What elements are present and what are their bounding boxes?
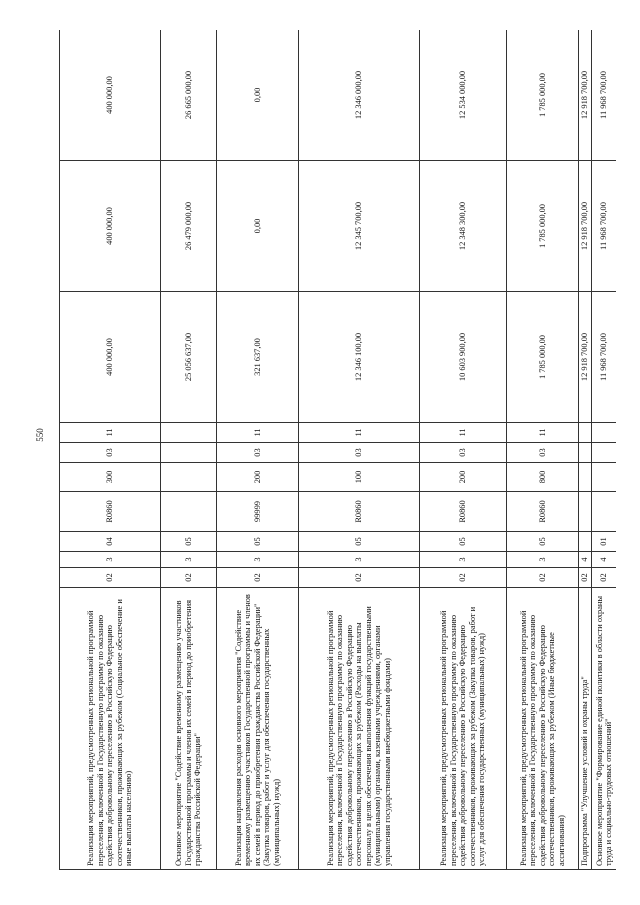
amount-year-2: 12 348 300,00 xyxy=(420,161,507,292)
amount-year-1: 321 637,00 xyxy=(217,292,299,423)
code-direction: R0860 xyxy=(507,492,579,532)
code-subsection xyxy=(161,423,217,443)
amount-year-1: 25 056 637,00 xyxy=(161,292,217,423)
code-gp: 02 xyxy=(60,568,161,588)
table-row xyxy=(217,30,299,870)
code-direction: R0860 xyxy=(60,492,161,532)
code-gp: 02 xyxy=(579,568,592,588)
row-name: Подпрограмма "Улучшение условий и охраны труда" xyxy=(579,588,592,870)
code-subprogram: 3 xyxy=(60,552,161,568)
code-main-activity: 05 xyxy=(507,532,579,552)
code-direction: R0860 xyxy=(420,492,507,532)
code-gp: 02 xyxy=(420,568,507,588)
amount-year-2: 12 345 700,00 xyxy=(299,161,420,292)
amount-year-2: 1 785 000,00 xyxy=(507,161,579,292)
row-name: Основное мероприятие "Формирование единой политики в области охраны труда и социально-трудовых отношений" xyxy=(592,588,617,870)
amount-year-3: 12 918 700,00 xyxy=(579,30,592,161)
code-subsection: 11 xyxy=(60,423,161,443)
code-section xyxy=(579,443,592,463)
code-section: 03 xyxy=(420,443,507,463)
amount-year-3: 1 785 000,00 xyxy=(507,30,579,161)
row-name: Реализация мероприятий, предусмотренных региональной программой переселения, включенной в Государственную программу по оказанию содействия добровольному переселению в Российскую Федерацию соотечественников, проживающих за рубежом (Иные бюджетные ассигнования) xyxy=(507,588,579,870)
code-main-activity: 05 xyxy=(299,532,420,552)
amount-year-2: 12 918 700,00 xyxy=(579,161,592,292)
rotated-page xyxy=(59,30,616,870)
code-expense-type: 800 xyxy=(507,463,579,492)
amount-year-3: 11 968 700,00 xyxy=(592,30,617,161)
amount-year-3: 26 665 000,00 xyxy=(161,30,217,161)
code-expense-type xyxy=(592,463,617,492)
amount-year-1: 400 000,00 xyxy=(60,292,161,423)
code-section: 03 xyxy=(507,443,579,463)
code-main-activity: 05 xyxy=(161,532,217,552)
code-main-activity: 04 xyxy=(60,532,161,552)
code-subsection xyxy=(592,423,617,443)
amount-year-3: 12 346 000,00 xyxy=(299,30,420,161)
code-section: 03 xyxy=(217,443,299,463)
code-subprogram: 4 xyxy=(579,552,592,568)
amount-year-1: 11 968 700,00 xyxy=(592,292,617,423)
row-name: Реализация мероприятий, предусмотренных региональной программой переселения, включенной в Государственную программу по оказанию содействия добровольному переселению в Российскую Федерацию соотечественников, проживающих за рубежом (Закупка товаров, работ и услуг для обеспечения государственных (муниципальных) нужд) xyxy=(420,588,507,870)
code-subprogram: 3 xyxy=(217,552,299,568)
code-subsection xyxy=(579,423,592,443)
row-name: Реализация мероприятий, предусмотренных региональной программой переселения, включенной в Государственную программу по оказанию содействия добровольному переселению в Российскую Федерацию соотечественников, проживающих за рубежом (Расходы на выплаты персоналу в целях обеспечения выполнения функций государственными (муниципальными) органами, казенными учреждениями, органами управления государственными внебюджетными фондами) xyxy=(299,588,420,870)
code-subsection: 11 xyxy=(299,423,420,443)
amount-year-3: 400 000,00 xyxy=(60,30,161,161)
code-direction: 99999 xyxy=(217,492,299,532)
table-row xyxy=(420,30,507,870)
row-name: Реализация мероприятий, предусмотренных региональной программой переселения, включенной в Государственную программу по оказанию содействия добровольному переселению в Российскую Федерацию соотечественников, проживающих за рубежом (Социальное обеспечение и иные выплаты населению) xyxy=(60,588,161,870)
table-row xyxy=(60,30,161,870)
table-row xyxy=(579,30,592,870)
code-section: 03 xyxy=(60,443,161,463)
code-direction xyxy=(579,492,592,532)
code-expense-type xyxy=(161,463,217,492)
amount-year-2: 11 968 700,00 xyxy=(592,161,617,292)
code-expense-type: 100 xyxy=(299,463,420,492)
code-gp: 02 xyxy=(299,568,420,588)
code-section: 03 xyxy=(299,443,420,463)
amount-year-3: 12 534 000,00 xyxy=(420,30,507,161)
code-section xyxy=(592,443,617,463)
row-name: Реализация направления расходов основного мероприятия "Содействие временному размещению участников Государственной программы и членов их семей в период до приобретения гражданства Российской Федерации" (Закупка товаров, работ и услуг для обеспечения государственных (муниципальных) нужд) xyxy=(217,588,299,870)
amount-year-1: 12 346 100,00 xyxy=(299,292,420,423)
code-subprogram: 3 xyxy=(161,552,217,568)
amount-year-2: 0,00 xyxy=(217,161,299,292)
code-gp: 02 xyxy=(592,568,617,588)
code-main-activity: 05 xyxy=(217,532,299,552)
code-gp: 02 xyxy=(217,568,299,588)
amount-year-2: 400 000,00 xyxy=(60,161,161,292)
code-subprogram: 3 xyxy=(420,552,507,568)
row-name: Основное мероприятие "Содействие временному размещению участников Государственной программы и членов их семей в период до приобретения гражданства Российской Федерации" xyxy=(161,588,217,870)
code-direction xyxy=(161,492,217,532)
table-row xyxy=(161,30,217,870)
code-expense-type: 200 xyxy=(217,463,299,492)
amount-year-1: 10 603 900,00 xyxy=(420,292,507,423)
code-gp: 02 xyxy=(507,568,579,588)
code-expense-type: 300 xyxy=(60,463,161,492)
amount-year-1: 12 918 700,00 xyxy=(579,292,592,423)
code-subsection: 11 xyxy=(217,423,299,443)
code-expense-type xyxy=(579,463,592,492)
code-subprogram: 3 xyxy=(299,552,420,568)
code-direction: R0860 xyxy=(299,492,420,532)
code-main-activity: 05 xyxy=(420,532,507,552)
code-subsection: 11 xyxy=(507,423,579,443)
amount-year-1: 1 785 000,00 xyxy=(507,292,579,423)
table-row xyxy=(592,30,617,870)
code-subsection: 11 xyxy=(420,423,507,443)
budget-table xyxy=(59,30,616,870)
code-gp: 02 xyxy=(161,568,217,588)
page-number: 550 xyxy=(35,428,45,442)
code-main-activity xyxy=(579,532,592,552)
table-row xyxy=(299,30,420,870)
code-section xyxy=(161,443,217,463)
code-direction xyxy=(592,492,617,532)
table-row xyxy=(507,30,579,870)
code-subprogram: 3 xyxy=(507,552,579,568)
amount-year-2: 26 479 000,00 xyxy=(161,161,217,292)
amount-year-3: 0,00 xyxy=(217,30,299,161)
code-expense-type: 200 xyxy=(420,463,507,492)
code-main-activity: 01 xyxy=(592,532,617,552)
rotated-content xyxy=(59,30,616,870)
code-subprogram: 4 xyxy=(592,552,617,568)
